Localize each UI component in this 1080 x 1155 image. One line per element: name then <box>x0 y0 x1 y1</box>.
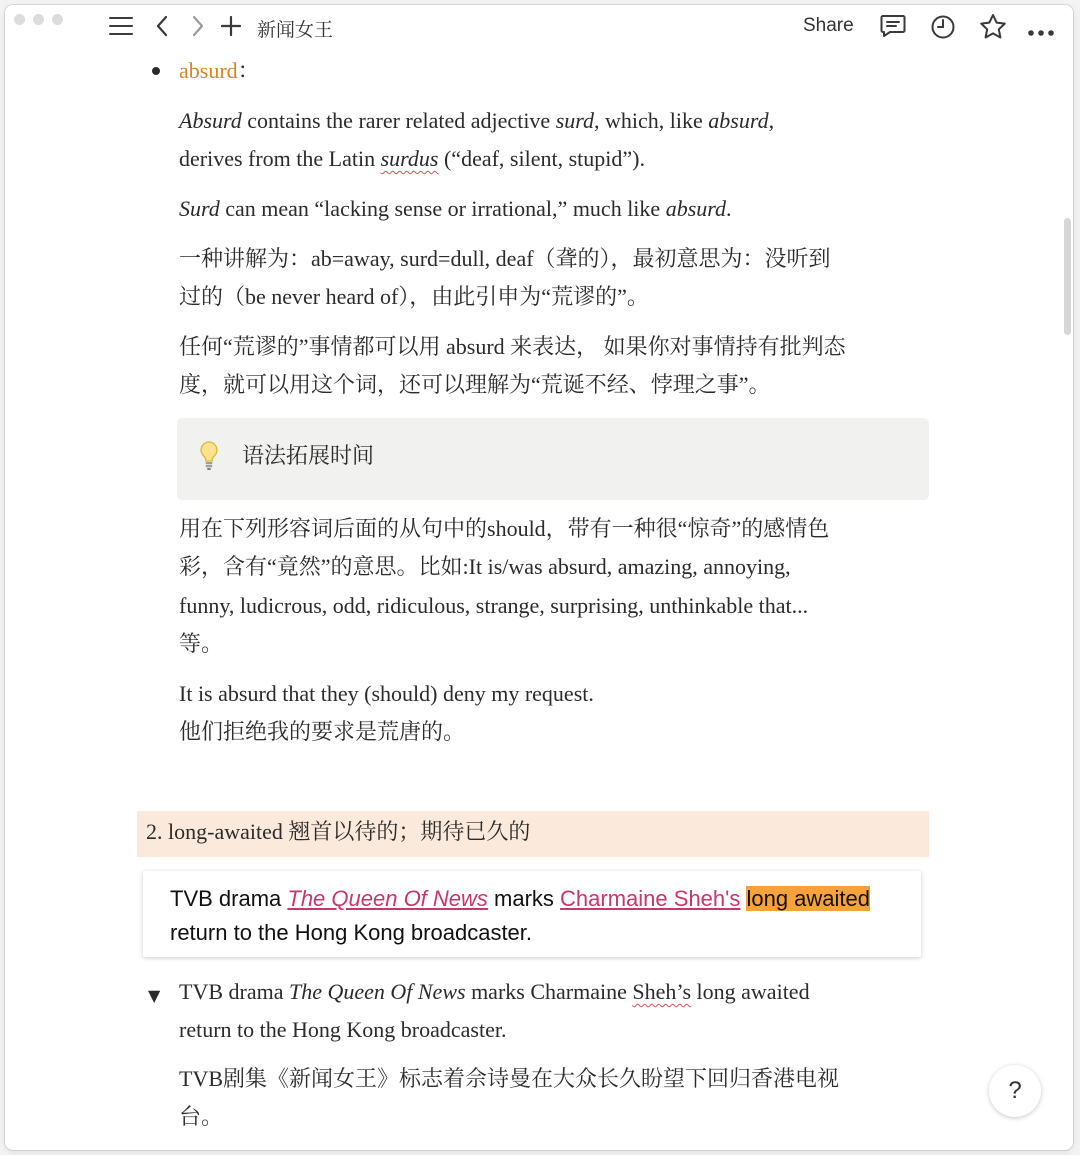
italic-title: The Queen Of News <box>288 979 466 1004</box>
callout-text[interactable]: 语法拓展时间 <box>242 444 375 469</box>
text-span: contains the rarer related adjective <box>241 108 556 133</box>
breadcrumb-page-title[interactable]: 新闻女王 <box>257 19 334 41</box>
text-span: . <box>726 196 732 221</box>
italic-word: Surd <box>179 196 220 221</box>
toggle-block-line2[interactable]: return to the Hong Kong broadcaster. <box>179 1017 507 1042</box>
help-button[interactable]: ? <box>989 1065 1041 1117</box>
misspelled-word: surdus <box>380 146 439 171</box>
italic-word: absurd <box>665 196 726 221</box>
term-colon: ： <box>237 58 260 83</box>
paragraph-grammar-line2[interactable]: 彩，含有“竟然”的意思。比如:It is/was absurd, amazing, annoying, <box>179 554 791 579</box>
share-button[interactable]: Share <box>803 15 854 36</box>
top-bar <box>5 5 1073 49</box>
text-span: derives from the Latin <box>179 146 381 171</box>
paragraph-etymology-line2[interactable] <box>179 140 645 178</box>
bullet-dot <box>152 67 160 75</box>
paragraph-cn-usage-line1[interactable]: 任何“荒谬的”事情都可以用 absurd 来表达， 如果你对事情持有批判态 <box>179 334 846 359</box>
link-the-queen-of-news[interactable]: The Queen Of News <box>287 886 488 911</box>
paragraph-grammar-line3[interactable]: funny, ludicrous, odd, ridiculous, strange, surprising, unthinkable that... <box>179 593 809 618</box>
text-span: , <box>768 108 775 133</box>
bullet-item-absurd[interactable] <box>179 52 260 90</box>
add-icon[interactable] <box>221 16 241 40</box>
text-span: marks <box>487 886 561 911</box>
more-icon[interactable] <box>1027 22 1055 41</box>
back-icon[interactable] <box>155 15 169 41</box>
scrollbar-thumb[interactable] <box>1064 218 1071 335</box>
clock-icon[interactable] <box>930 14 956 44</box>
translation-line2[interactable]: 台。 <box>179 1104 224 1129</box>
term-absurd: absurd <box>179 58 238 83</box>
text-span: marks Charmaine <box>465 979 633 1004</box>
menu-icon[interactable] <box>109 15 133 41</box>
app-window <box>5 5 1073 1150</box>
link-charmaine-sheh[interactable]: Charmaine Sheh's <box>560 886 741 911</box>
text-span: TVB drama <box>179 979 289 1004</box>
text-span: (“deaf, silent, stupid”). <box>438 146 645 171</box>
example-sentence-cn[interactable]: 他们拒绝我的要求是荒唐的。 <box>179 719 466 744</box>
quote-line2[interactable]: return to the Hong Kong broadcaster. <box>170 920 533 945</box>
paragraph-etymology-line1[interactable] <box>179 102 774 140</box>
window-zoom-button[interactable] <box>52 14 63 25</box>
toggle-block-line1[interactable] <box>179 973 810 1011</box>
star-icon[interactable] <box>979 13 1007 44</box>
paragraph-grammar-line4[interactable]: 等。 <box>179 631 224 656</box>
numbered-heading-text[interactable]: 2. long-awaited 翘首以待的；期待已久的 <box>146 819 531 844</box>
italic-word: Absurd <box>179 108 242 133</box>
example-sentence-en[interactable]: It is absurd that they (should) deny my request. <box>179 681 594 706</box>
text-span: , which, like <box>594 108 709 133</box>
paragraph-cn-explanation-line2[interactable]: 过的（be never heard of），由此引申为“荒谬的”。 <box>179 284 649 309</box>
translation-line1[interactable]: TVB剧集《新闻女王》标志着佘诗曼在大众长久盼望下回归香港电视 <box>179 1066 840 1091</box>
text-span: TVB drama <box>170 886 288 911</box>
text-span: long awaited <box>691 979 810 1004</box>
forward-icon[interactable] <box>191 15 205 41</box>
lightbulb-icon[interactable] <box>200 441 218 477</box>
paragraph-grammar-line1[interactable]: 用在下列形容词后面的从句中的should，带有一种很“惊奇”的感情色 <box>179 516 830 541</box>
italic-word: absurd <box>708 108 769 133</box>
window-minimize-button[interactable] <box>33 14 44 25</box>
toggle-triangle-icon[interactable]: ▼ <box>148 986 161 1005</box>
scrollbar-track[interactable] <box>1062 49 1073 1149</box>
comment-icon[interactable] <box>880 14 906 42</box>
paragraph-cn-explanation-line1[interactable]: 一种讲解为：ab=away, surd=dull, deaf（聋的），最初意思为：没听到 <box>179 246 831 271</box>
quote-line1[interactable] <box>170 883 870 915</box>
paragraph-surd-meaning[interactable] <box>179 190 732 228</box>
highlighted-phrase: long awaited <box>746 886 871 911</box>
misspelled-word: Sheh’s <box>632 979 692 1004</box>
window-close-button[interactable] <box>14 14 25 25</box>
italic-word: surd <box>555 108 595 133</box>
paragraph-cn-usage-line2[interactable]: 度，就可以用这个词，还可以理解为“荒诞不经、悖理之事”。 <box>179 372 771 397</box>
text-span: can mean “lacking sense or irrational,” much like <box>219 196 666 221</box>
